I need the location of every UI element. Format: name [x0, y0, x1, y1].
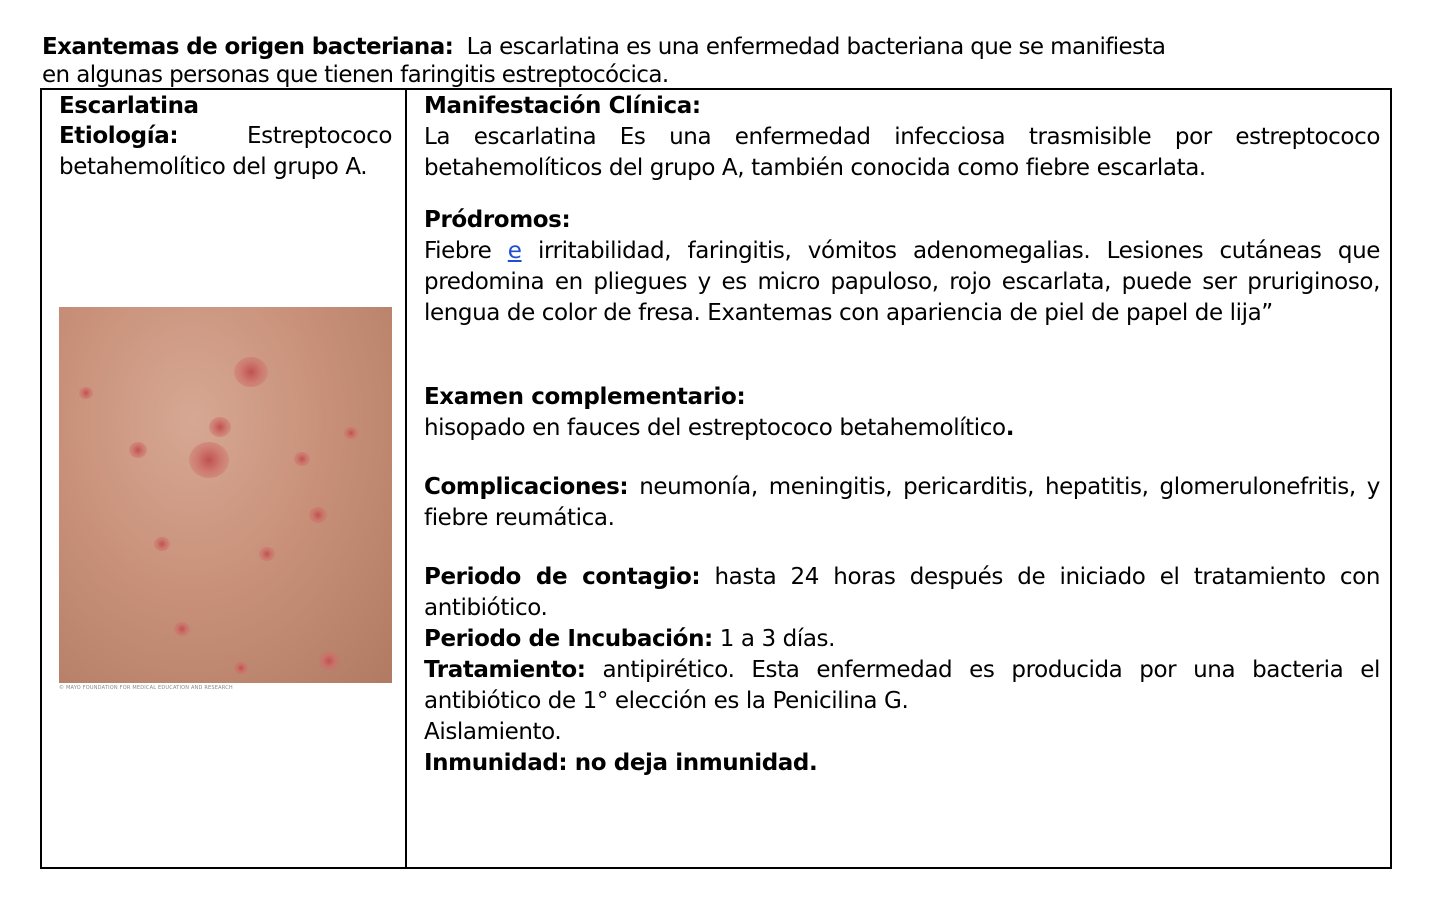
photo-caption: © MAYO FOUNDATION FOR MEDICAL EDUCATION AND RESEARCH [59, 685, 233, 691]
incubation-block [424, 624, 1380, 655]
exam-label: Examen complementario: [424, 384, 746, 410]
contagion-block [424, 562, 1380, 624]
intro-line-2: en algunas personas que tienen faringitis estreptocócica. [42, 62, 669, 88]
complications-text: neumonía, meningitis, pericarditis, hepatitis, glomerulonefritis, y fiebre reumática. [424, 474, 1380, 531]
treatment-label: Tratamiento: [424, 657, 586, 683]
immunity-text: Inmunidad: no deja inmunidad. [424, 750, 818, 776]
treatment-text: antipirético. Esta enfermedad es producida por una bacteria el antibiótico de 1° elección es la Penicilina G. [424, 657, 1380, 714]
prodromes-text: Fiebre e irritabilidad, faringitis, vómitos adenomegalias. Lesiones cutáneas que predomina en pliegues y es micro papuloso, rojo escarlata, puede ser pruriginoso, lengua de color de fresa. Exantemas con apariencia de piel de papel de lija” [424, 238, 1381, 326]
left-column [59, 91, 392, 183]
etiology-label: Etiología: [59, 123, 179, 149]
manifestation-label: Manifestación Clínica: [424, 93, 701, 119]
intro-line-1: La escarlatina es una enfermedad bacteriana que se manifiesta [466, 34, 1166, 60]
contagion-text: hasta 24 horas después de iniciado el tratamiento con antibiótico. [424, 564, 1381, 621]
disease-table [40, 88, 1392, 869]
right-column [424, 91, 1380, 779]
complications-label: Complicaciones: [424, 474, 629, 500]
manifestation-text: La escarlatina Es una enfermedad infecciosa trasmisible por estreptococo betahemolíticos del grupo A, también conocida como fiebre escarlata. [424, 124, 1380, 181]
column-divider [405, 90, 407, 867]
disease-title: Escarlatina [59, 93, 199, 119]
prodromes-link[interactable]: e [507, 238, 522, 264]
incubation-text: 1 a 3 días. [712, 626, 836, 652]
etiology-text: Estreptococo betahemolítico del grupo A. [59, 123, 392, 180]
rash-photo [59, 307, 392, 683]
etiology-block [59, 121, 392, 183]
prodromes-label: Pródromos: [424, 207, 571, 233]
intro-paragraph [42, 33, 1342, 89]
incubation-label: Periodo de Incubación: [424, 626, 713, 652]
exam-text: hisopado en fauces del estreptococo betahemolítico. [424, 415, 1015, 441]
contagion-label: Periodo de contagio: [424, 564, 701, 590]
treatment-block [424, 655, 1380, 717]
complications-block [424, 472, 1380, 534]
isolation-text: Aislamiento. [424, 719, 562, 745]
intro-heading: Exantemas de origen bacteriana: [42, 34, 454, 60]
